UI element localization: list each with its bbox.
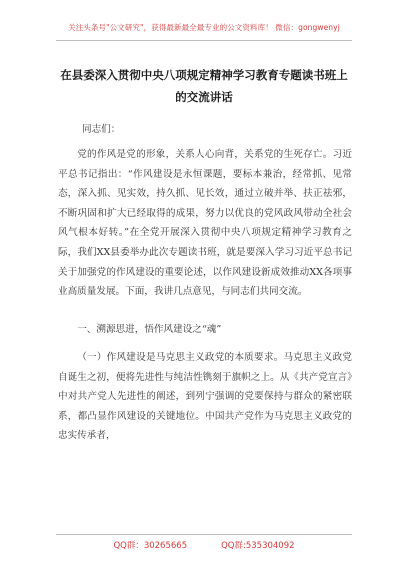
header-divider (56, 40, 352, 41)
footer-divider (56, 534, 352, 535)
section-heading-1: 一、溯源思进，悟作风建设之“魂” (77, 324, 222, 335)
salutation: 同志们： (82, 124, 121, 135)
footer (0, 539, 408, 551)
document-title (50, 64, 358, 108)
header-banner: 关注头条号"公文研究"，获得最新最全最专业的公文资料库！ 微信：gongwenyj (68, 23, 340, 32)
footer-qq-group-1: QQ群：30265665 (113, 541, 188, 551)
title-line-1: 在县委深入贯彻中央八项规定精神学习教育专题读书班上 (60, 68, 348, 82)
paragraph-1: 党的作风是党的形象，关系人心向背，关系党的生死存亡。习近平总书记指出：“作风建设是永恒课题，要标本兼治，经常抓、见常态，深入抓、见实效，持久抓、见长效，通过立破并举、扶正祛邪，不断巩固和扩大已经取得的成果，努力以优良的党风政风带动全社会风气根本好转。”在全党开展深入贯彻中央八项规定精神学习教育之际，我们XX县委举办此次专题读书班，就是要深入学习习近平总书记关于加强党的作风建设的重要论述，以作风建设新成效推动XX各项事业高质量发展。下面，我讲几点意见，与同志们共同交流。 (58, 149, 352, 298)
title-line-2: 的交流讲话 (175, 90, 233, 104)
footer-qq-group-2: QQ群:535304092 (221, 541, 295, 551)
paragraph-2: （一）作风建设是马克思主义政党的本质要求。马克思主义政党自诞生之初，便将先进性与纯洁性镌刻于旗帜之上。从《共产党宣言》中对共产党人先进性的阐述，到列宁强调的党要保持与群众的紧密联系，都凸显作风建设的关键地位。中国共产党作为马克思主义政党的忠实传承者， (58, 352, 352, 442)
